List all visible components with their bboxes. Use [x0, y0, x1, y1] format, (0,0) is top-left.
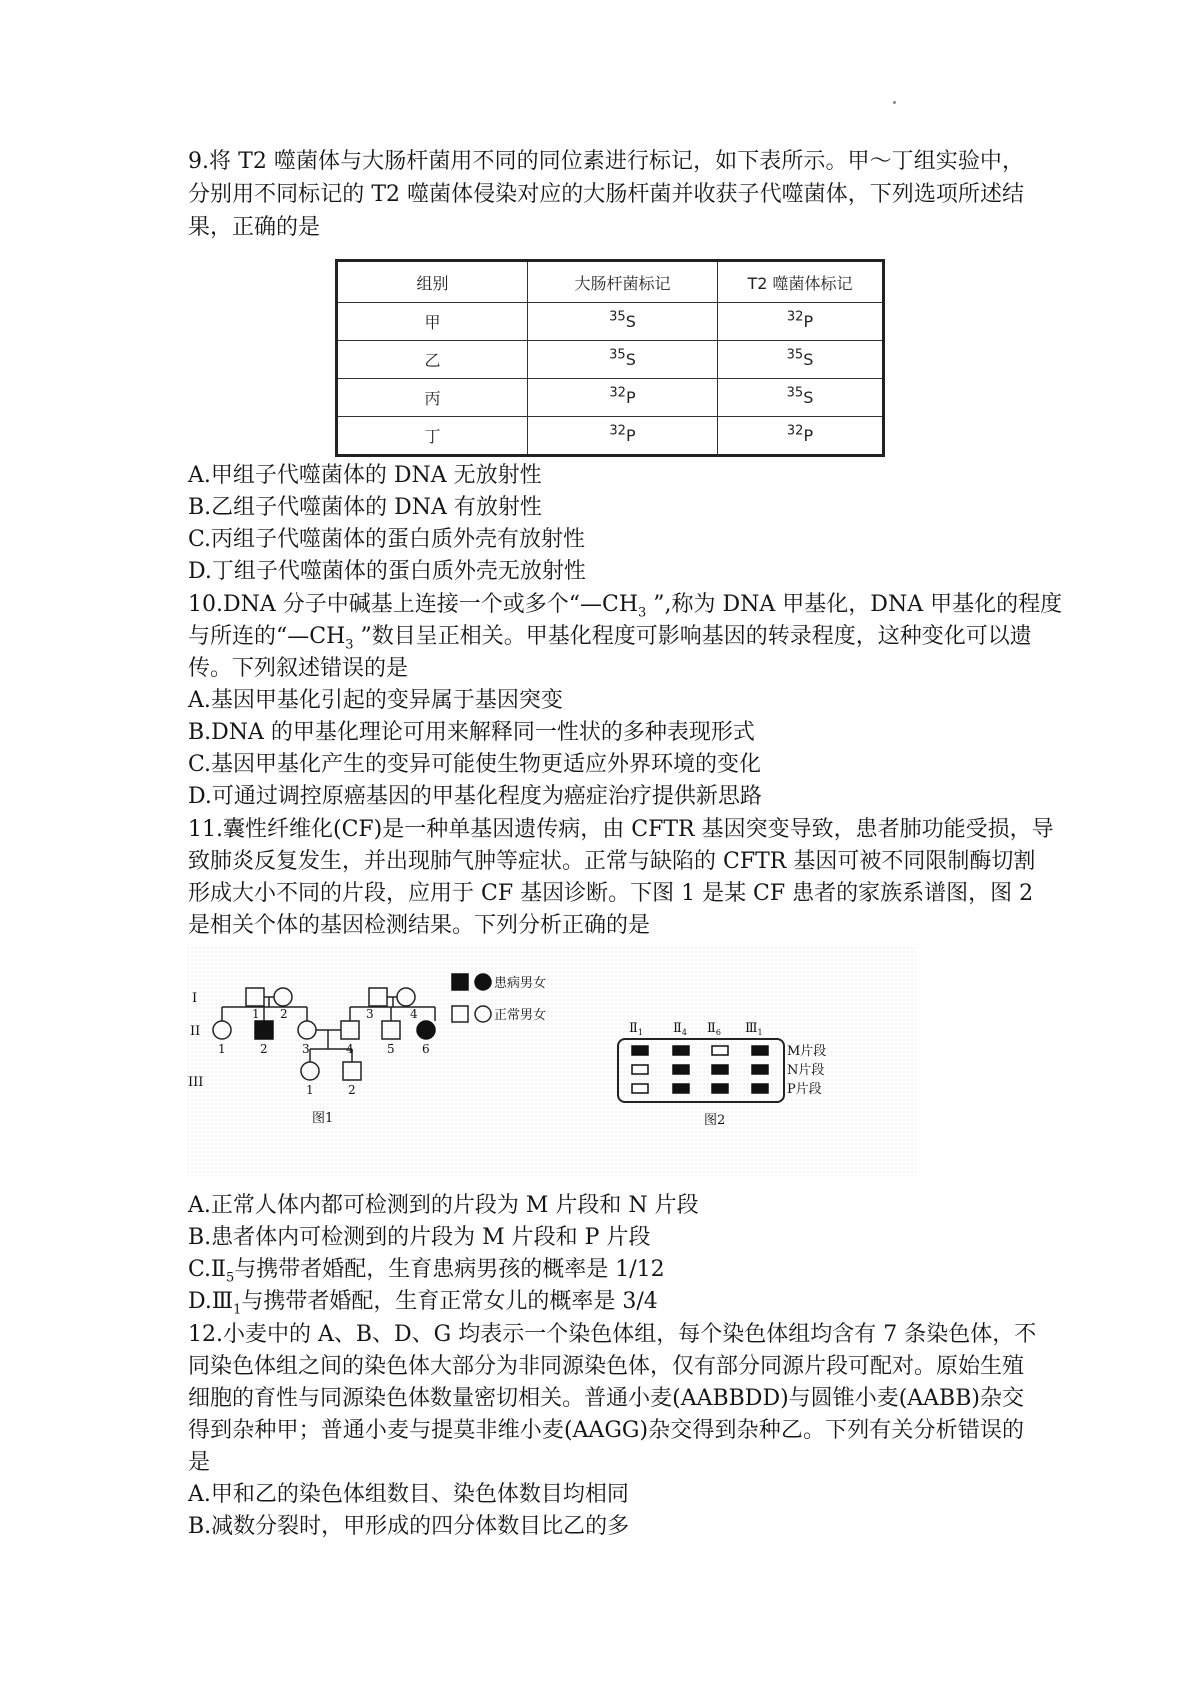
q9-stem-line-3: 果，正确的是: [188, 215, 321, 240]
pedigree-and-gel-figure: [186, 946, 916, 1176]
phage-label-cell: $^{32}$P: [718, 303, 884, 341]
q11-stem-line-1: 11.囊性纤维化(CF)是一种单基因遗传病，由 CFTR 基因突变导致，患者肺功能受损，导: [188, 817, 1054, 842]
header-phage: T2 噬菌体标记: [718, 261, 884, 303]
gel-band-P-lane-1-open: [632, 1084, 648, 1093]
legend-male-normal: [452, 1006, 468, 1022]
ind-num-II1: 1: [218, 1042, 226, 1056]
gel-band-N-lane-2-filled: [673, 1065, 689, 1074]
q10-stem-line-2: 与所连的“$—CH_3$ ”数目呈正相关。甲基化程度可影响基因的转录程度，这种变化可以遗: [188, 624, 1032, 653]
ind-num-I1: 1: [252, 1007, 260, 1021]
gel-row-label-P: P片段: [787, 1082, 822, 1097]
ecoli-label-cell: $^{35}$S: [528, 341, 718, 379]
ind-num-I3: 3: [366, 1007, 374, 1021]
gen-label-III: III: [188, 1075, 204, 1090]
pedigree-female-normal-II3: [298, 1021, 316, 1039]
ind-num-II3: 3: [302, 1042, 310, 1056]
group-cell: 丙: [337, 379, 528, 417]
q9-option-d: D.丁组子代噬菌体的蛋白质外壳无放射性: [188, 559, 586, 584]
gel-bands: [632, 1046, 768, 1093]
q10-option-a: A.基因甲基化引起的变异属于基因突变: [188, 688, 563, 713]
ind-num-III2: 2: [348, 1083, 356, 1097]
ind-num-II6: 6: [422, 1042, 430, 1056]
table-header-row: [337, 261, 884, 303]
gel-band-M-lane-3-open: [712, 1046, 728, 1055]
gel-band-M-lane-4-filled: [752, 1046, 768, 1055]
q10-stem-line-1: 10.DNA 分子中碱基上连接一个或多个“$—CH_3$ ”,称为 DNA 甲基化，DNA 甲基化的程度: [188, 592, 1063, 621]
gel-row-label-M: M片段: [787, 1044, 827, 1059]
q12-stem-line-4: 得到杂种甲；普通小麦与提莫非维小麦(AAGG)杂交得到杂种乙。下列有关分析错误的: [188, 1418, 1024, 1443]
q12-stem-line-2: 同染色体组之间的染色体大部分为非同源染色体，仅有部分同源片段可配对。原始生殖: [188, 1354, 1025, 1379]
header-group: 组别: [337, 261, 528, 303]
gel-lane-label-II4: $Ⅱ_4$: [673, 1021, 687, 1037]
scan-speck: [893, 101, 896, 104]
gel-band-P-lane-3-filled: [712, 1084, 728, 1093]
table-row: [337, 417, 884, 456]
pedigree-male-normal-I1: [246, 988, 264, 1006]
legend-normal-label: 正常男女: [494, 1008, 547, 1023]
gel-lane-label-II1: $Ⅱ_1$: [629, 1021, 643, 1037]
table-row: [337, 379, 884, 417]
q11-option-c: $C.Ⅱ_5$与携带者婚配，生育患病男孩的概率是 1/12: [188, 1257, 665, 1286]
q11-stem-line-2: 致肺炎反复发生，并出现肺气肿等症状。正常与缺陷的 CFTR 基因可被不同限制酶切割: [188, 849, 1036, 874]
figure-1-caption: 图1: [312, 1111, 334, 1126]
ecoli-label-cell: $^{35}$S: [528, 303, 718, 341]
gel-lane-label-II6: $Ⅱ_6$: [707, 1021, 721, 1037]
phage-label-cell: $^{32}$P: [718, 417, 884, 456]
q12-option-a: A.甲和乙的染色体组数目、染色体数目均相同: [188, 1482, 629, 1507]
legend-male-affected: [452, 974, 468, 990]
ecoli-label-cell: $^{32}$P: [528, 417, 718, 456]
gel-row-label-N: N片段: [787, 1063, 825, 1078]
phage-label-cell: $^{35}$S: [718, 341, 884, 379]
gel-band-N-lane-3-filled: [712, 1065, 728, 1074]
q11-option-a: A.正常人体内都可检测到的片段为 M 片段和 N 片段: [188, 1193, 699, 1218]
pedigree-male-normal-III2: [343, 1062, 361, 1080]
q11-stem-line-3: 形成大小不同的片段，应用于 CF 基因诊断。下图 1 是某 CF 患者的家族系谱图，图 2: [188, 881, 1034, 906]
pedigree-male-normal-II4: [341, 1021, 359, 1039]
q11-stem-line-4: 是相关个体的基因检测结果。下列分析正确的是: [188, 913, 651, 938]
q12-stem-line-1: 12.小麦中的 A、B、D、G 均表示一个染色体组，每个染色体组均含有 7 条染色体，不: [188, 1322, 1037, 1347]
pedigree-male-normal-II5: [382, 1021, 400, 1039]
q12-option-b: B.减数分裂时，甲形成的四分体数目比乙的多: [188, 1514, 630, 1539]
q9-stem-line-1: 9.将 T2 噬菌体与大肠杆菌用不同的同位素进行标记，如下表所示。甲～丁组实验中，: [188, 149, 1024, 174]
pedigree-female-normal-I4: [397, 988, 415, 1006]
q10-option-b: B.DNA 的甲基化理论可用来解释同一性状的多种表现形式: [188, 720, 755, 745]
gel-band-P-lane-2-filled: [673, 1084, 689, 1093]
ind-num-I2: 2: [280, 1007, 288, 1021]
gen-label-I: I: [192, 991, 198, 1006]
table-row: [337, 303, 884, 341]
ind-num-II5: 5: [387, 1042, 395, 1056]
q11-option-d: $D.Ⅲ_1$与携带者婚配，生育正常女儿的概率是 3/4: [188, 1289, 658, 1318]
ind-num-II4: 4: [346, 1042, 354, 1056]
gel-band-M-lane-1-filled: [632, 1046, 648, 1055]
pedigree-male-normal-I3: [369, 988, 387, 1006]
phage-label-cell: $^{35}$S: [718, 379, 884, 417]
gel-band-M-lane-2-filled: [673, 1046, 689, 1055]
q9-option-b: B.乙组子代噬菌体的 DNA 有放射性: [188, 495, 542, 520]
gen-label-II: II: [190, 1024, 201, 1039]
gel-band-P-lane-4-filled: [752, 1084, 768, 1093]
ind-num-III1: 1: [306, 1083, 314, 1097]
isotope-label-table: [335, 259, 885, 457]
gel-band-N-lane-1-open: [632, 1065, 648, 1074]
group-cell: 甲: [337, 303, 528, 341]
table-row: [337, 341, 884, 379]
pedigree-female-normal-III1: [301, 1062, 319, 1080]
figure-svg: [186, 946, 916, 1176]
pedigree-male-affected-II2: [255, 1021, 273, 1039]
ecoli-label-cell: $^{32}$P: [528, 379, 718, 417]
legend-affected-label: 患病男女: [494, 976, 547, 991]
legend-female-normal: [475, 1006, 491, 1022]
q12-stem-line-3: 细胞的育性与同源染色体数量密切相关。普通小麦(AABBDD)与圆锥小麦(AABB)杂交: [188, 1386, 1024, 1411]
q9-option-c: C.丙组子代噬菌体的蛋白质外壳有放射性: [188, 527, 586, 552]
ind-num-I4: 4: [410, 1007, 418, 1021]
q9-option-a: A.甲组子代噬菌体的 DNA 无放射性: [188, 463, 542, 488]
q11-option-b: B.患者体内可检测到的片段为 M 片段和 P 片段: [188, 1225, 651, 1250]
q9-stem-line-2: 分别用不同标记的 T2 噬菌体侵染对应的大肠杆菌并收获子代噬菌体，下列选项所述结: [188, 182, 1024, 207]
legend-female-affected: [475, 974, 491, 990]
q10-stem-line-3: 传。下列叙述错误的是: [188, 656, 409, 681]
pedigree-female-affected-II6: [417, 1021, 435, 1039]
header-ecoli: 大肠杆菌标记: [528, 261, 718, 303]
q10-option-d: D.可通过调控原癌基因的甲基化程度为癌症治疗提供新思路: [188, 784, 762, 809]
q10-option-c: C.基因甲基化产生的变异可能使生物更适应外界环境的变化: [188, 752, 762, 777]
group-cell: 丁: [337, 417, 528, 456]
q12-stem-line-5: 是: [188, 1450, 211, 1475]
gel-band-N-lane-4-filled: [752, 1065, 768, 1074]
pedigree-female-normal-II1: [213, 1021, 231, 1039]
pedigree-female-normal-I2: [274, 988, 292, 1006]
gel-lane-label-III1: $Ⅲ_1$: [745, 1021, 763, 1037]
figure-2-caption: 图2: [704, 1113, 726, 1128]
ind-num-II2: 2: [260, 1042, 268, 1056]
group-cell: 乙: [337, 341, 528, 379]
